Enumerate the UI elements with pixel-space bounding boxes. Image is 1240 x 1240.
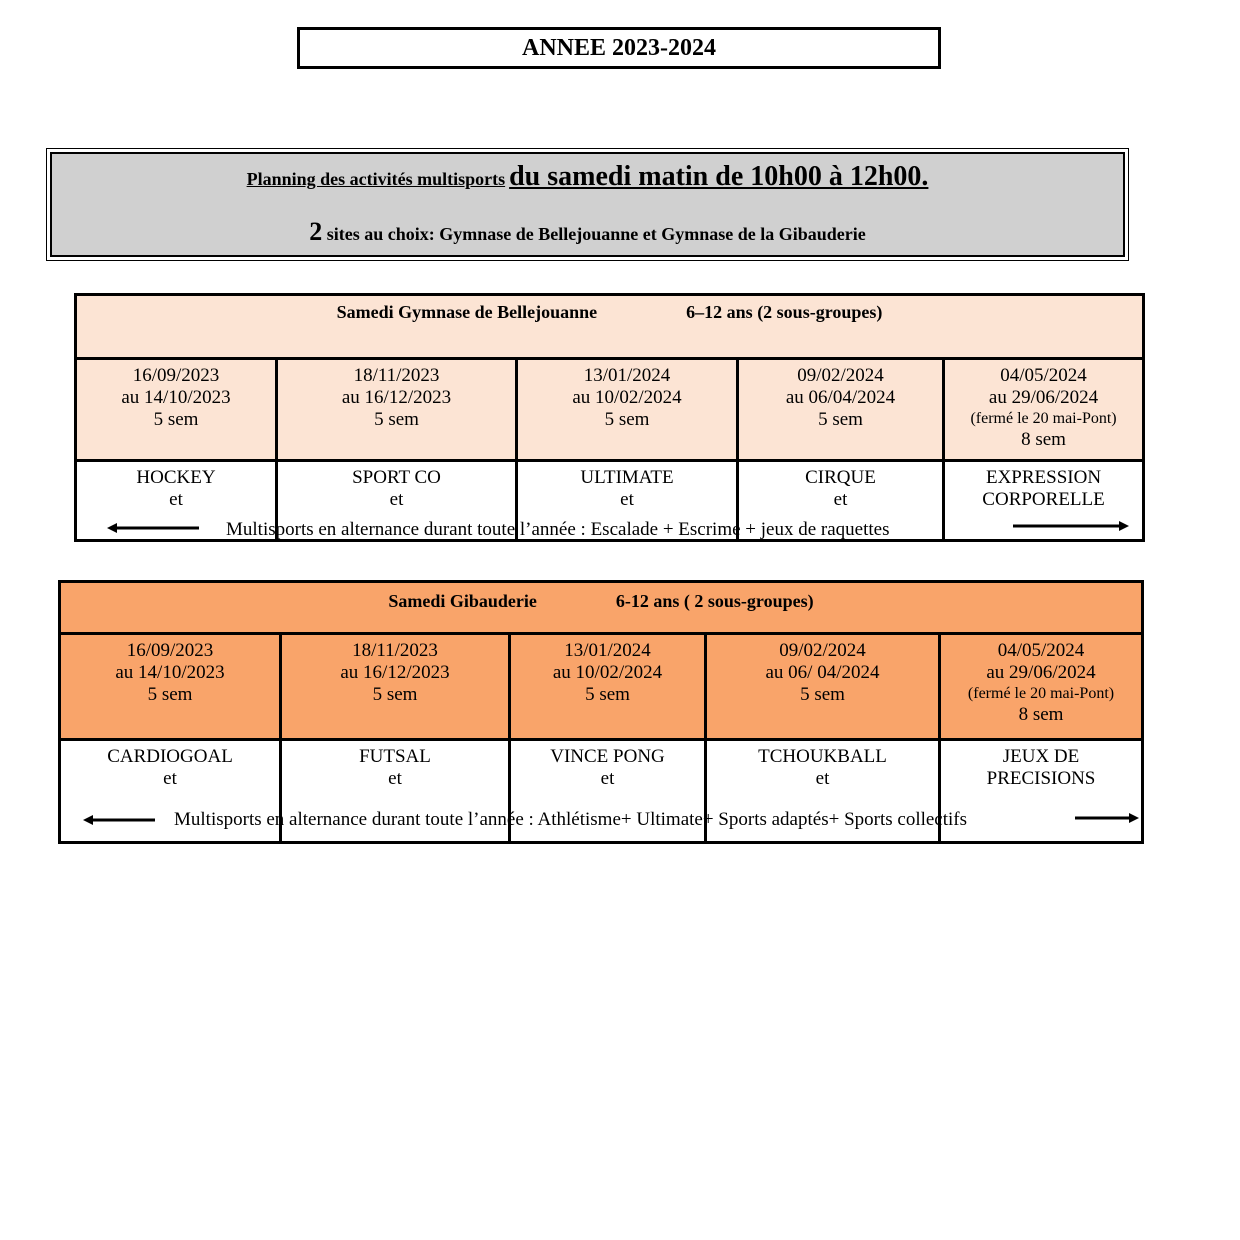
header-line1-small: Planning des activités multisports [246,169,506,189]
schedule-table-bellejouanne [74,293,1145,542]
period-weeks: 5 sem [800,684,845,705]
activity-name: FUTSAL [359,746,431,767]
table-title [60,582,1143,634]
header-line2 [47,217,1128,247]
period-start: 09/02/2024 [797,365,884,386]
table-title-site: Samedi Gibauderie [388,591,537,611]
header-line2-number: 2 [309,217,323,246]
activity-name: TCHOUKBALL [758,746,887,767]
period-cell [60,634,281,740]
schedule-table-gibauderie [58,580,1144,844]
period-cell [706,634,940,740]
period-cell [738,359,944,461]
header-line1 [47,161,1128,193]
period-cell [944,359,1144,461]
period-end: au 14/10/2023 [115,662,225,683]
period-end: au 06/ 04/2024 [765,662,880,683]
activity-and: et [388,768,402,789]
period-start: 09/02/2024 [779,640,866,661]
table-title-site: Samedi Gymnase de Bellejouanne [336,302,598,322]
activity-and: CORPORELLE [982,489,1105,510]
period-weeks: 5 sem [818,409,863,430]
header-panel [50,152,1125,257]
period-cell [517,359,738,461]
activity-name: VINCE PONG [550,746,665,767]
period-end: au 16/12/2023 [341,387,452,408]
activity-and: et [389,489,404,510]
table-title-age: 6-12 ans ( 2 sous-groupes) [615,591,814,611]
period-cell [76,359,277,461]
activity-and: et [163,768,177,789]
period-end: au 10/02/2024 [572,387,682,408]
arrow-right-icon [1013,519,1129,533]
period-start: 18/11/2023 [352,640,438,661]
footer-multisports: Multisports en alternance durant toute l’année : Athlétisme+ Ultimate+ Sports adaptés+ Sports collectifs [174,809,968,830]
table-title-age: 6–12 ans (2 sous-groupes) [686,302,883,322]
activity-and: et [833,489,848,510]
period-cell [281,634,510,740]
activity-cell [944,461,1144,541]
period-end: au 29/06/2024 [986,662,1096,683]
activity-name: CARDIOGOAL [107,746,233,767]
period-end: au 14/10/2023 [121,387,231,408]
period-start: 16/09/2023 [126,640,214,661]
period-weeks: 8 sem [1021,429,1066,450]
period-weeks: 5 sem [147,684,193,705]
header-line2-text: sites au choix: Gymnase de Bellejouanne et Gymnase de la Gibauderie [326,224,866,244]
activity-name: HOCKEY [136,467,216,488]
arrow-left-icon [83,813,155,827]
period-cell [940,634,1143,740]
period-end: au 06/04/2024 [785,387,896,408]
activity-and: et [620,489,634,510]
activity-name: JEUX DE [1002,746,1080,767]
period-weeks: 5 sem [153,409,199,430]
activity-and: et [600,768,615,789]
activity-name: SPORT CO [352,467,441,488]
activity-and: PRECISIONS [986,768,1096,789]
period-end: au 16/12/2023 [340,662,450,683]
activity-name: CIRQUE [805,467,876,488]
period-weeks: 5 sem [374,409,419,430]
period-end: au 10/02/2024 [552,662,663,683]
header-line1-big: du samedi matin de 10h00 à 12h00. [509,161,929,192]
arrow-left-icon [107,521,199,535]
period-start: 13/01/2024 [583,365,671,386]
period-weeks: 5 sem [604,409,650,430]
period-weeks: 8 sem [1018,704,1064,725]
period-weeks: 5 sem [585,684,630,705]
period-start: 04/05/2024 [997,640,1085,661]
period-end: au 29/06/2024 [988,387,1099,408]
activity-cell [940,740,1143,843]
activity-and: et [169,489,183,510]
table-title [76,295,1144,359]
footer-multisports: Multisports en alternance durant toute l’année : Escalade + Escrime + jeux de raquettes [226,519,890,540]
period-cell [510,634,706,740]
activity-name: EXPRESSION [985,467,1102,488]
period-cell [277,359,517,461]
period-start: 18/11/2023 [353,365,440,386]
period-note: (fermé le 20 mai-Pont) [967,685,1115,702]
period-note: (fermé le 20 mai-Pont) [970,410,1117,427]
header-box [46,148,1129,261]
period-weeks: 5 sem [372,684,418,705]
period-start: 16/09/2023 [132,365,220,386]
arrow-right-icon [1075,811,1139,825]
activity-and: et [815,768,830,789]
activity-name: ULTIMATE [580,467,674,488]
year-title: ANNEE 2023-2024 [297,27,941,69]
period-start: 13/01/2024 [564,640,651,661]
period-start: 04/05/2024 [1000,365,1087,386]
